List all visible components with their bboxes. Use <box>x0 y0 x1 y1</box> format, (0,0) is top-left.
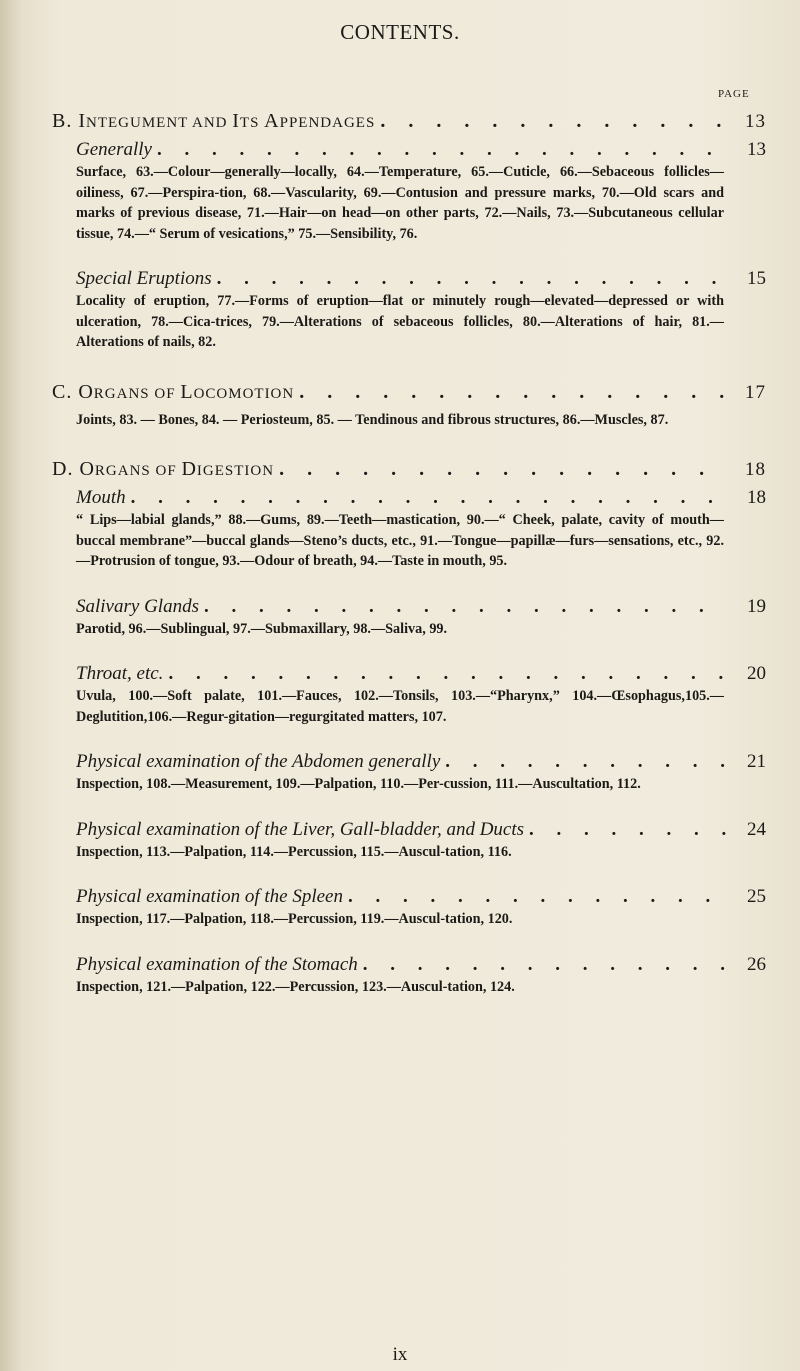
toc-entry-description: “ Lips—labial glands,” 88.—Gums, 89.—Teeth—mastication, 90.—“ Cheek, palate, cavity of mouth—buccal membrane”—buccal glands—Steno’s ducts, etc., 91.—Tongue—papillæ—furs—sensations, etc., 92.—Protrusion of tongue, 93.—Odour of breath, 94.—Taste in mouth, 95. <box>76 512 724 569</box>
section-gap <box>52 353 766 381</box>
section-letter: B. <box>52 110 73 132</box>
dot-leader <box>199 596 726 618</box>
toc-entry-page-number: 19 <box>747 595 766 617</box>
toc-entry-page-number: 26 <box>747 953 766 975</box>
toc-entry-title: Physical examination of the Stomach <box>76 953 358 975</box>
entry-gap <box>52 795 766 813</box>
toc-entry-description: Inspection, 113.—Palpation, 114.—Percussion, 115.—Auscul-tation, 116. <box>76 843 512 860</box>
toc-entry-description: Uvula, 100.—Soft palate, 101.—Fauces, 102.—Tonsils, 103.—“Pharynx,” 104.—Œsophagus,105.—Deglutition,106.—Regur-gitation—regurgitated matters, 107. <box>76 688 724 725</box>
toc-entry <box>76 268 766 290</box>
section-title-rest: PPENDAGES <box>279 115 376 131</box>
section-page-number: 18 <box>745 459 766 480</box>
toc-entry-description: Inspection, 117.—Palpation, 118.—Percussion, 119.—Auscul-tation, 120. <box>76 911 513 927</box>
section-label <box>52 381 294 404</box>
toc-entry-title: Physical examination of the Liver, Gall-bladder, and Ducts <box>76 818 525 840</box>
toc-entry-page-number: 24 <box>747 818 766 840</box>
toc-entry <box>76 886 766 908</box>
dot-leader <box>294 381 726 404</box>
toc-entry-title: Physical examination of the Spleen <box>76 886 343 907</box>
table-of-contents <box>52 110 766 997</box>
section-title-initial: D <box>181 458 197 480</box>
dot-leader <box>358 954 726 976</box>
toc-entry <box>76 663 766 685</box>
entry-gap <box>52 727 766 745</box>
toc-entry-title: Throat, etc. <box>76 663 164 684</box>
toc-entry-page-number: 21 <box>747 751 766 772</box>
section-title-rest: IGESTION <box>196 463 275 479</box>
dot-leader <box>126 487 726 509</box>
page-title: CONTENTS. <box>340 20 460 44</box>
section-title-rest: NTEGUMENT <box>86 115 189 131</box>
section-letter: C. <box>52 380 73 403</box>
section-title-rest: OCOMOTION <box>193 385 295 402</box>
section-description: Joints, 83. — Bones, 84. — Periosteum, 85. — Tendinous and fibrous structures, 86.—Muscles, 87. <box>76 411 669 428</box>
entry-gap <box>52 639 766 657</box>
section-page-number: 17 <box>745 381 766 403</box>
toc-entry-page-number: 25 <box>747 886 766 907</box>
section-gap <box>52 430 766 458</box>
toc-entry-page-number: 20 <box>747 663 766 684</box>
toc-entry <box>76 139 766 161</box>
page-column-label: PAGE <box>718 88 750 100</box>
dot-leader <box>274 458 726 481</box>
toc-entry <box>76 487 766 509</box>
section-title-initial: O <box>78 380 94 403</box>
toc-entry <box>76 819 766 841</box>
entry-gap <box>52 572 766 590</box>
section-title-initial: L <box>180 380 194 403</box>
section-title-rest: AND <box>188 115 233 131</box>
section-title-initial: O <box>79 458 95 480</box>
toc-entry-description: Inspection, 121.—Palpation, 122.—Percussion, 123.—Auscul-tation, 124. <box>76 978 515 995</box>
toc-entry-title: Physical examination of the Abdomen generally <box>76 751 441 772</box>
dot-leader <box>343 886 726 908</box>
toc-entry-description: Surface, 63.—Colour—generally—locally, 64.—Temperature, 65.—Cuticle, 66.—Sebaceous follicles—oiliness, 67.—Perspira-tion, 68.—Vascularity, 69.—Contusion and pressure marks, 70.—Old scars and marks of previous disease, 71.—Hair—on head—on other parts, 72.—Nails, 73.—Subcutaneous cellular tissue, 74.—“ Serum of vesications,” 75.—Sensibility, 76. <box>76 164 724 242</box>
toc-entry-description: Locality of eruption, 77.—Forms of eruption—flat or minutely rough—elevated—depressed or with ulceration, 78.—Cica-trices, 79.—Alterations of sebaceous follicles, 80.—Alterations of hair, 81.—Alterations of nails, 82. <box>76 293 724 350</box>
section-label <box>52 458 274 481</box>
dot-leader <box>440 751 726 773</box>
section-letter: D. <box>52 458 74 480</box>
page-folio: ix <box>392 1344 408 1365</box>
toc-entry-description: Inspection, 108.—Measurement, 109.—Palpation, 110.—Per-cussion, 111.—Auscultation, 112. <box>76 776 641 792</box>
section-heading <box>52 458 766 481</box>
section-title-initial: I <box>232 110 240 132</box>
toc-entry <box>76 954 766 976</box>
toc-entry <box>76 596 766 618</box>
dot-leader <box>152 139 726 161</box>
dot-leader <box>375 110 726 133</box>
toc-entry-page-number: 15 <box>747 268 766 289</box>
toc-entry-title: Special Eruptions <box>76 268 212 289</box>
toc-entry-description: Parotid, 96.—Sublingual, 97.—Submaxillary, 98.—Saliva, 99. <box>76 620 448 637</box>
section-title-initial: A <box>264 110 280 132</box>
section-title-rest: TS <box>239 115 260 131</box>
dot-leader <box>212 268 726 290</box>
dot-leader <box>163 663 726 685</box>
toc-entry-title: Mouth <box>76 487 126 508</box>
section-title-initial: I <box>78 110 87 132</box>
toc-entry-title: Generally <box>76 139 152 160</box>
section-page-number: 13 <box>745 111 766 132</box>
toc-entry-title: Salivary Glands <box>76 595 199 617</box>
section-heading <box>52 110 766 133</box>
toc-entry-page-number: 13 <box>747 139 766 160</box>
section-title-rest: OF <box>150 463 182 479</box>
section-title-rest: OF <box>149 385 181 402</box>
toc-entry-page-number: 18 <box>747 487 766 508</box>
entry-gap <box>52 862 766 880</box>
section-title-rest: RGANS <box>94 463 151 479</box>
entry-gap <box>52 930 766 948</box>
section-title-rest: RGANS <box>93 385 150 402</box>
section-heading <box>52 381 766 404</box>
toc-entry <box>76 751 766 773</box>
section-label <box>52 110 375 133</box>
entry-gap <box>52 244 766 262</box>
dot-leader <box>524 819 726 841</box>
